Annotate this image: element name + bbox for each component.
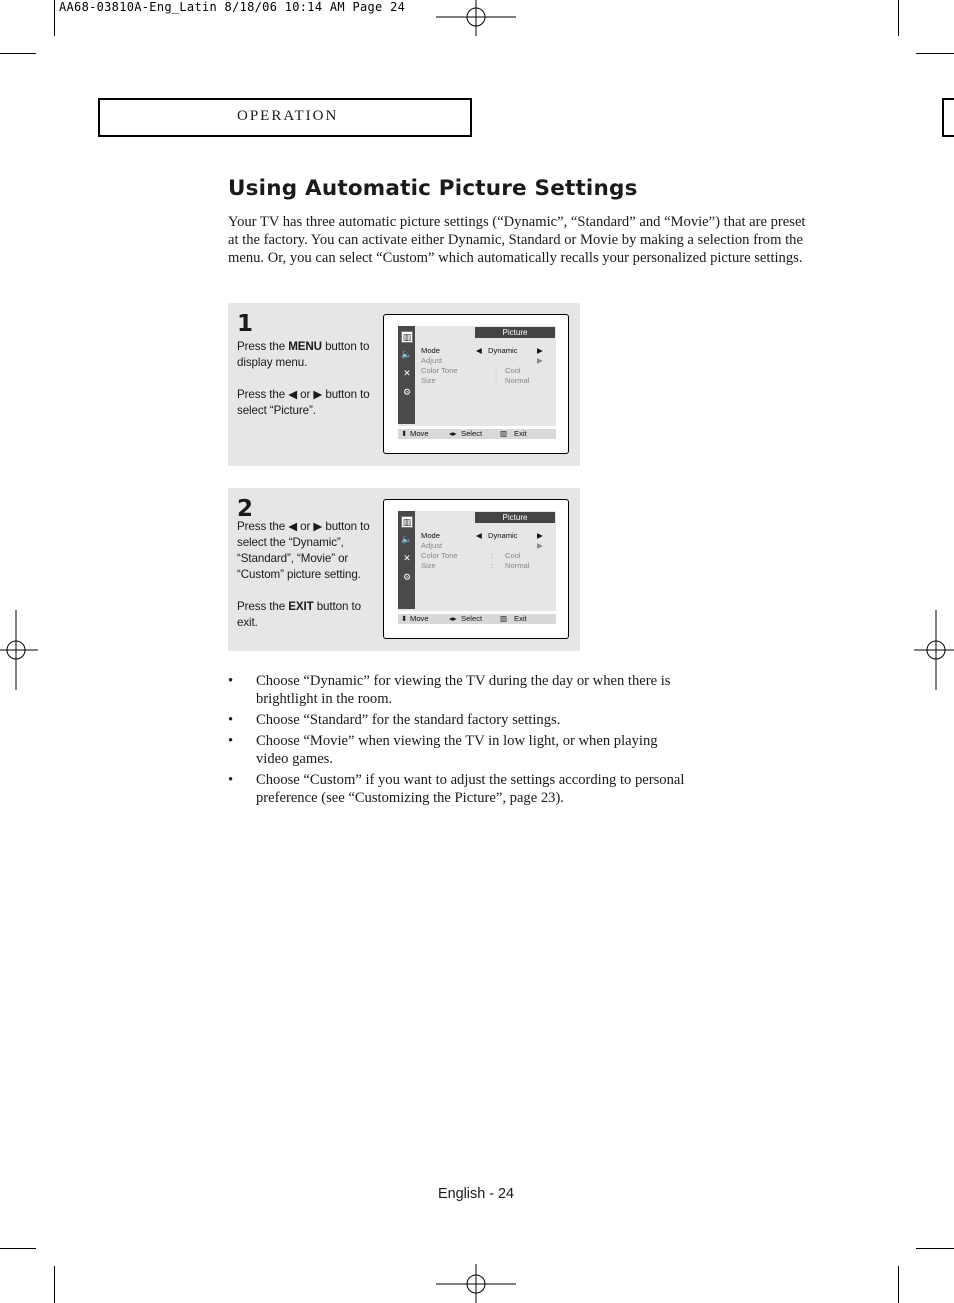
crop-mark [916, 53, 954, 54]
page-title: Using Automatic Picture Settings [228, 176, 638, 201]
channel-icon: ✕ [403, 369, 411, 379]
osd-title: Picture [475, 327, 555, 338]
tv-screen [383, 499, 569, 639]
leftright-arrow-icon: ◂▸ [449, 614, 457, 623]
osd-icon-bar [398, 511, 415, 609]
left-arrow-icon: ◀ [476, 346, 482, 355]
setup-icon: ⚙ [402, 388, 412, 398]
crop-mark [0, 1248, 36, 1249]
step-2-text [237, 519, 377, 647]
step-1-panel [228, 303, 580, 466]
osd-row-mode: Mode ◀ Dynamic ▶ [421, 531, 543, 540]
list-item: • Choose “Standard” for the standard factory settings. [228, 711, 728, 729]
picture-icon: ▥ [402, 333, 412, 343]
osd-row-mode: Mode ◀ Dynamic ▶ [421, 346, 543, 355]
step-instruction: Press the EXIT button to exit. [237, 600, 361, 629]
right-arrow-icon: ▶ [537, 346, 543, 355]
osd-row-color-tone: Color Tone : Cool [421, 551, 521, 560]
left-arrow-icon: ◀ [288, 388, 298, 401]
sound-icon: 🔈 [401, 535, 413, 545]
registration-mark-icon [436, 1264, 516, 1303]
exit-key: EXIT [288, 600, 314, 613]
section-header [98, 98, 472, 137]
osd-row-adjust: Adjust ▶ [421, 356, 543, 365]
list-item: • Choose “Dynamic” for viewing the TV during the day or when there is brightlight in the room. [228, 672, 728, 708]
osd-menu [398, 326, 556, 426]
right-arrow-icon: ▶ [313, 520, 323, 533]
menu-icon: ▥ [500, 614, 508, 623]
osd-menu [398, 511, 556, 611]
right-arrow-icon: ▶ [313, 388, 323, 401]
step-instruction: Press the ◀ or ▶ button to select “Picture”. [237, 388, 370, 417]
crop-mark [916, 1248, 954, 1249]
crop-mark [54, 1266, 55, 1303]
crop-mark [54, 0, 55, 36]
osd-icon-bar [398, 326, 415, 424]
menu-icon: ▥ [500, 429, 508, 438]
osd-row-adjust: Adjust ▶ [421, 541, 543, 550]
printer-slug: AA68-03810A-Eng_Latin 8/18/06 10:14 AM Page 24 [59, 0, 406, 14]
tips-list [228, 672, 728, 810]
leftright-arrow-icon: ◂▸ [449, 429, 457, 438]
channel-icon: ✕ [403, 554, 411, 564]
picture-icon: ▥ [402, 518, 412, 528]
left-arrow-icon: ◀ [476, 531, 482, 540]
list-item: • Choose “Movie” when viewing the TV in low light, or when playing video games. [228, 732, 658, 768]
updown-arrow-icon: ⬍ [401, 614, 408, 623]
osd-footer: ⬍ Move ◂▸ Select ▥ Exit [398, 614, 556, 624]
sound-icon: 🔈 [401, 350, 413, 360]
registration-mark-icon [436, 0, 516, 36]
intro-paragraph: Your TV has three automatic picture settings (“Dynamic”, “Standard” and “Movie”) that are preset at the factory. You can activate either Dynamic, Standard or Movie by making a selection from the menu. Or, you can select “Custom” which automatically recalls your personalized picture settings. [228, 214, 806, 266]
side-tab [942, 98, 954, 137]
crop-mark [0, 53, 36, 54]
section-label: OPERATION [237, 108, 339, 124]
registration-mark-icon [914, 610, 954, 690]
step-2-panel [228, 488, 580, 651]
right-arrow-icon: ▶ [537, 356, 543, 365]
osd-footer: ⬍ Move ◂▸ Select ▥ Exit [398, 429, 556, 439]
page-number: English - 24 [438, 1186, 514, 1202]
step-instruction: Press the MENU button to display menu. [237, 340, 370, 369]
tv-screen [383, 314, 569, 454]
right-arrow-icon: ▶ [537, 541, 543, 550]
step-number: 2 [237, 496, 254, 522]
crop-mark [898, 1266, 899, 1303]
updown-arrow-icon: ⬍ [401, 429, 408, 438]
crop-mark [898, 0, 899, 36]
step-number: 1 [237, 311, 254, 337]
registration-mark-icon [0, 610, 38, 690]
osd-title: Picture [475, 512, 555, 523]
setup-icon: ⚙ [402, 573, 412, 583]
left-arrow-icon: ◀ [288, 520, 298, 533]
menu-key: MENU [288, 340, 322, 353]
osd-row-size: Size : Normal [421, 376, 530, 385]
osd-row-size: Size : Normal [421, 561, 530, 570]
list-item: • Choose “Custom” if you want to adjust the settings according to personal preference (see “Customizing the Picture”, page 23). [228, 771, 728, 807]
osd-row-color-tone: Color Tone : Cool [421, 366, 521, 375]
step-1-text [237, 339, 377, 435]
right-arrow-icon: ▶ [537, 531, 543, 540]
step-instruction: Press the ◀ or ▶ button to select the “Dynamic”, “Standard”, “Movie” or “Custom” picture setting. [237, 520, 370, 581]
